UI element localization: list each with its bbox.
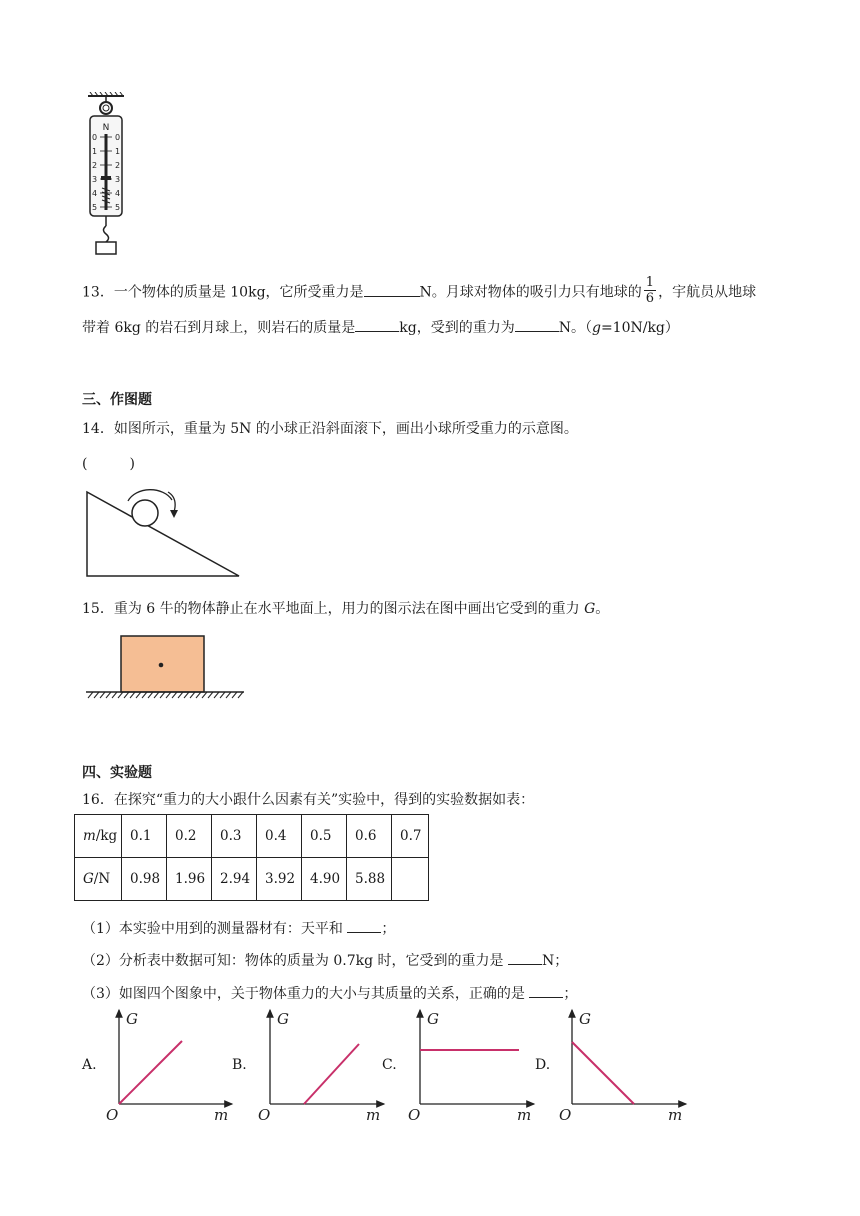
table-cell: 0.2	[167, 815, 212, 858]
table-cell: 0.7	[392, 815, 429, 858]
option-d-label[interactable]: D.	[535, 1057, 551, 1073]
table-row	[75, 858, 429, 901]
option-c-label[interactable]: C.	[382, 1057, 397, 1073]
q13-line2	[82, 317, 679, 337]
table-cell: 5.88	[347, 858, 392, 901]
row1-var: m	[83, 828, 96, 844]
graph-c-axis-x: m	[517, 1106, 532, 1124]
q13-line1	[82, 277, 756, 308]
graph-b-origin: O	[258, 1106, 271, 1124]
graph-c-axis-y: G	[427, 1010, 439, 1028]
q16-sub3-text: （3）如图四个图象中，关于物体重力的大小与其质量的关系，正确的是	[82, 986, 530, 1002]
row2-label	[75, 858, 122, 901]
graph-a-origin: O	[106, 1106, 119, 1124]
scale-left-5: 5	[92, 203, 98, 212]
table-row	[75, 815, 429, 858]
scale-right-4: 4	[115, 189, 121, 198]
scale-left-2: 2	[92, 161, 98, 170]
q13-blank-1[interactable]	[364, 284, 420, 297]
q16-sub1-text: （1）本实验中用到的测量器材有：天平和	[82, 921, 348, 937]
q13-text-c: ，宇航员从地球	[658, 284, 757, 301]
table-cell: 4.90	[302, 858, 347, 901]
q16-sub2	[82, 950, 568, 970]
q16-sub1-end: ；	[381, 921, 396, 937]
q13-blank-3[interactable]	[515, 319, 559, 332]
q16-text: 在探究“重力的大小跟什么因素有关”实验中，得到的实验数据如表：	[113, 792, 535, 808]
table-cell: 0.4	[257, 815, 302, 858]
graph-c	[408, 1010, 534, 1124]
q15-line	[82, 598, 609, 618]
q14-answer-paren[interactable]: ( )	[82, 456, 135, 472]
q13-blank-2[interactable]	[355, 319, 399, 332]
incline-figure	[84, 484, 244, 580]
option-graphs	[0, 1004, 860, 1134]
q16-line	[82, 789, 534, 809]
q16-sub3	[82, 983, 577, 1003]
table-cell: 2.94	[212, 858, 257, 901]
scale-left-0: 0	[92, 133, 98, 142]
q16-blank-3[interactable]	[529, 985, 563, 998]
option-b-label[interactable]: B.	[232, 1057, 247, 1073]
q15-g-italic: G	[584, 601, 596, 617]
q13-frac-den: 6	[645, 291, 655, 306]
q14-line	[82, 418, 578, 438]
row2-var: G	[83, 871, 94, 887]
graph-d-axis-x: m	[668, 1106, 683, 1124]
graph-a-axis-x: m	[214, 1106, 229, 1124]
graph-d-line	[572, 1042, 634, 1104]
graph-a-line	[119, 1041, 182, 1104]
spring-scale-figure	[78, 92, 138, 258]
q13-text-e: kg，受到的重力为	[399, 320, 515, 336]
scale-right-3: 3	[115, 175, 121, 184]
q13-text-d: 带着 6kg 的岩石到月球上，则岩石的质量是	[82, 320, 356, 336]
scale-left-4: 4	[92, 189, 98, 198]
scale-right-0: 0	[115, 133, 121, 142]
table-cell: 1.96	[167, 858, 212, 901]
scale-unit: N	[102, 123, 110, 133]
data-table	[74, 814, 429, 901]
q16-sub3-end: ；	[563, 986, 578, 1002]
table-cell: 3.92	[257, 858, 302, 901]
q16-sub2-end: N；	[541, 953, 569, 969]
q14-number: 14．	[82, 421, 114, 437]
table-cell: 0.3	[212, 815, 257, 858]
q13-text-f: N。（	[558, 320, 592, 336]
table-cell: 0.98	[122, 858, 167, 901]
q15-text: 重为 6 牛的物体静止在水平地面上，用力的图示法在图中画出它受到的重力	[113, 601, 585, 617]
section4-title: 四、实验题	[82, 765, 152, 781]
q15-number: 15．	[82, 601, 114, 617]
row1-unit: /kg	[95, 828, 118, 844]
q13-text-a: 一个物体的质量是 10kg，它所受重力是	[113, 284, 364, 301]
q13-text-b: N。月球对物体的吸引力只有地球的	[419, 284, 642, 301]
q13-number: 13．	[82, 284, 114, 301]
graph-b-axis-y: G	[277, 1010, 289, 1028]
q16-blank-1[interactable]	[347, 920, 381, 933]
q15-end: 。	[595, 601, 610, 617]
scale-right-5: 5	[115, 203, 121, 212]
q13-g-italic: g	[591, 320, 601, 336]
option-a-label[interactable]: A.	[82, 1057, 97, 1073]
graph-a-axis-y: G	[126, 1010, 138, 1028]
block-on-ground-figure	[84, 632, 248, 702]
graph-b-line	[304, 1044, 359, 1104]
scale-right-1: 1	[115, 147, 121, 156]
graph-d	[559, 1010, 686, 1124]
q14-text: 如图所示，重量为 5N 的小球正沿斜面滚下，画出小球所受重力的示意图。	[113, 421, 578, 437]
table-cell: 0.1	[122, 815, 167, 858]
q13-text-g: =10N/kg）	[600, 320, 679, 336]
graph-a	[106, 1010, 232, 1124]
q13-frac-num: 1	[645, 275, 655, 290]
q16-sub1	[82, 918, 395, 938]
table-cell: 0.5	[302, 815, 347, 858]
q13-fraction	[644, 275, 656, 306]
q16-sub2-text: （2）分析表中数据可知：物体的质量为 0.7kg 时，它受到的重力是	[82, 953, 508, 969]
row2-unit: /N	[93, 871, 111, 887]
graph-b	[258, 1010, 384, 1124]
scale-left-3: 3	[92, 175, 98, 184]
graph-b-axis-x: m	[366, 1106, 381, 1124]
scale-right-2: 2	[115, 161, 121, 170]
q16-blank-2[interactable]	[508, 952, 542, 965]
section3-title: 三、作图题	[82, 392, 152, 408]
table-cell: 0.6	[347, 815, 392, 858]
graph-c-origin: O	[408, 1106, 421, 1124]
graph-d-axis-y: G	[579, 1010, 591, 1028]
table-cell-empty[interactable]	[392, 858, 429, 901]
row1-label	[75, 815, 122, 858]
q16-number: 16．	[82, 792, 114, 808]
graph-d-origin: O	[559, 1106, 572, 1124]
scale-left-1: 1	[92, 147, 98, 156]
